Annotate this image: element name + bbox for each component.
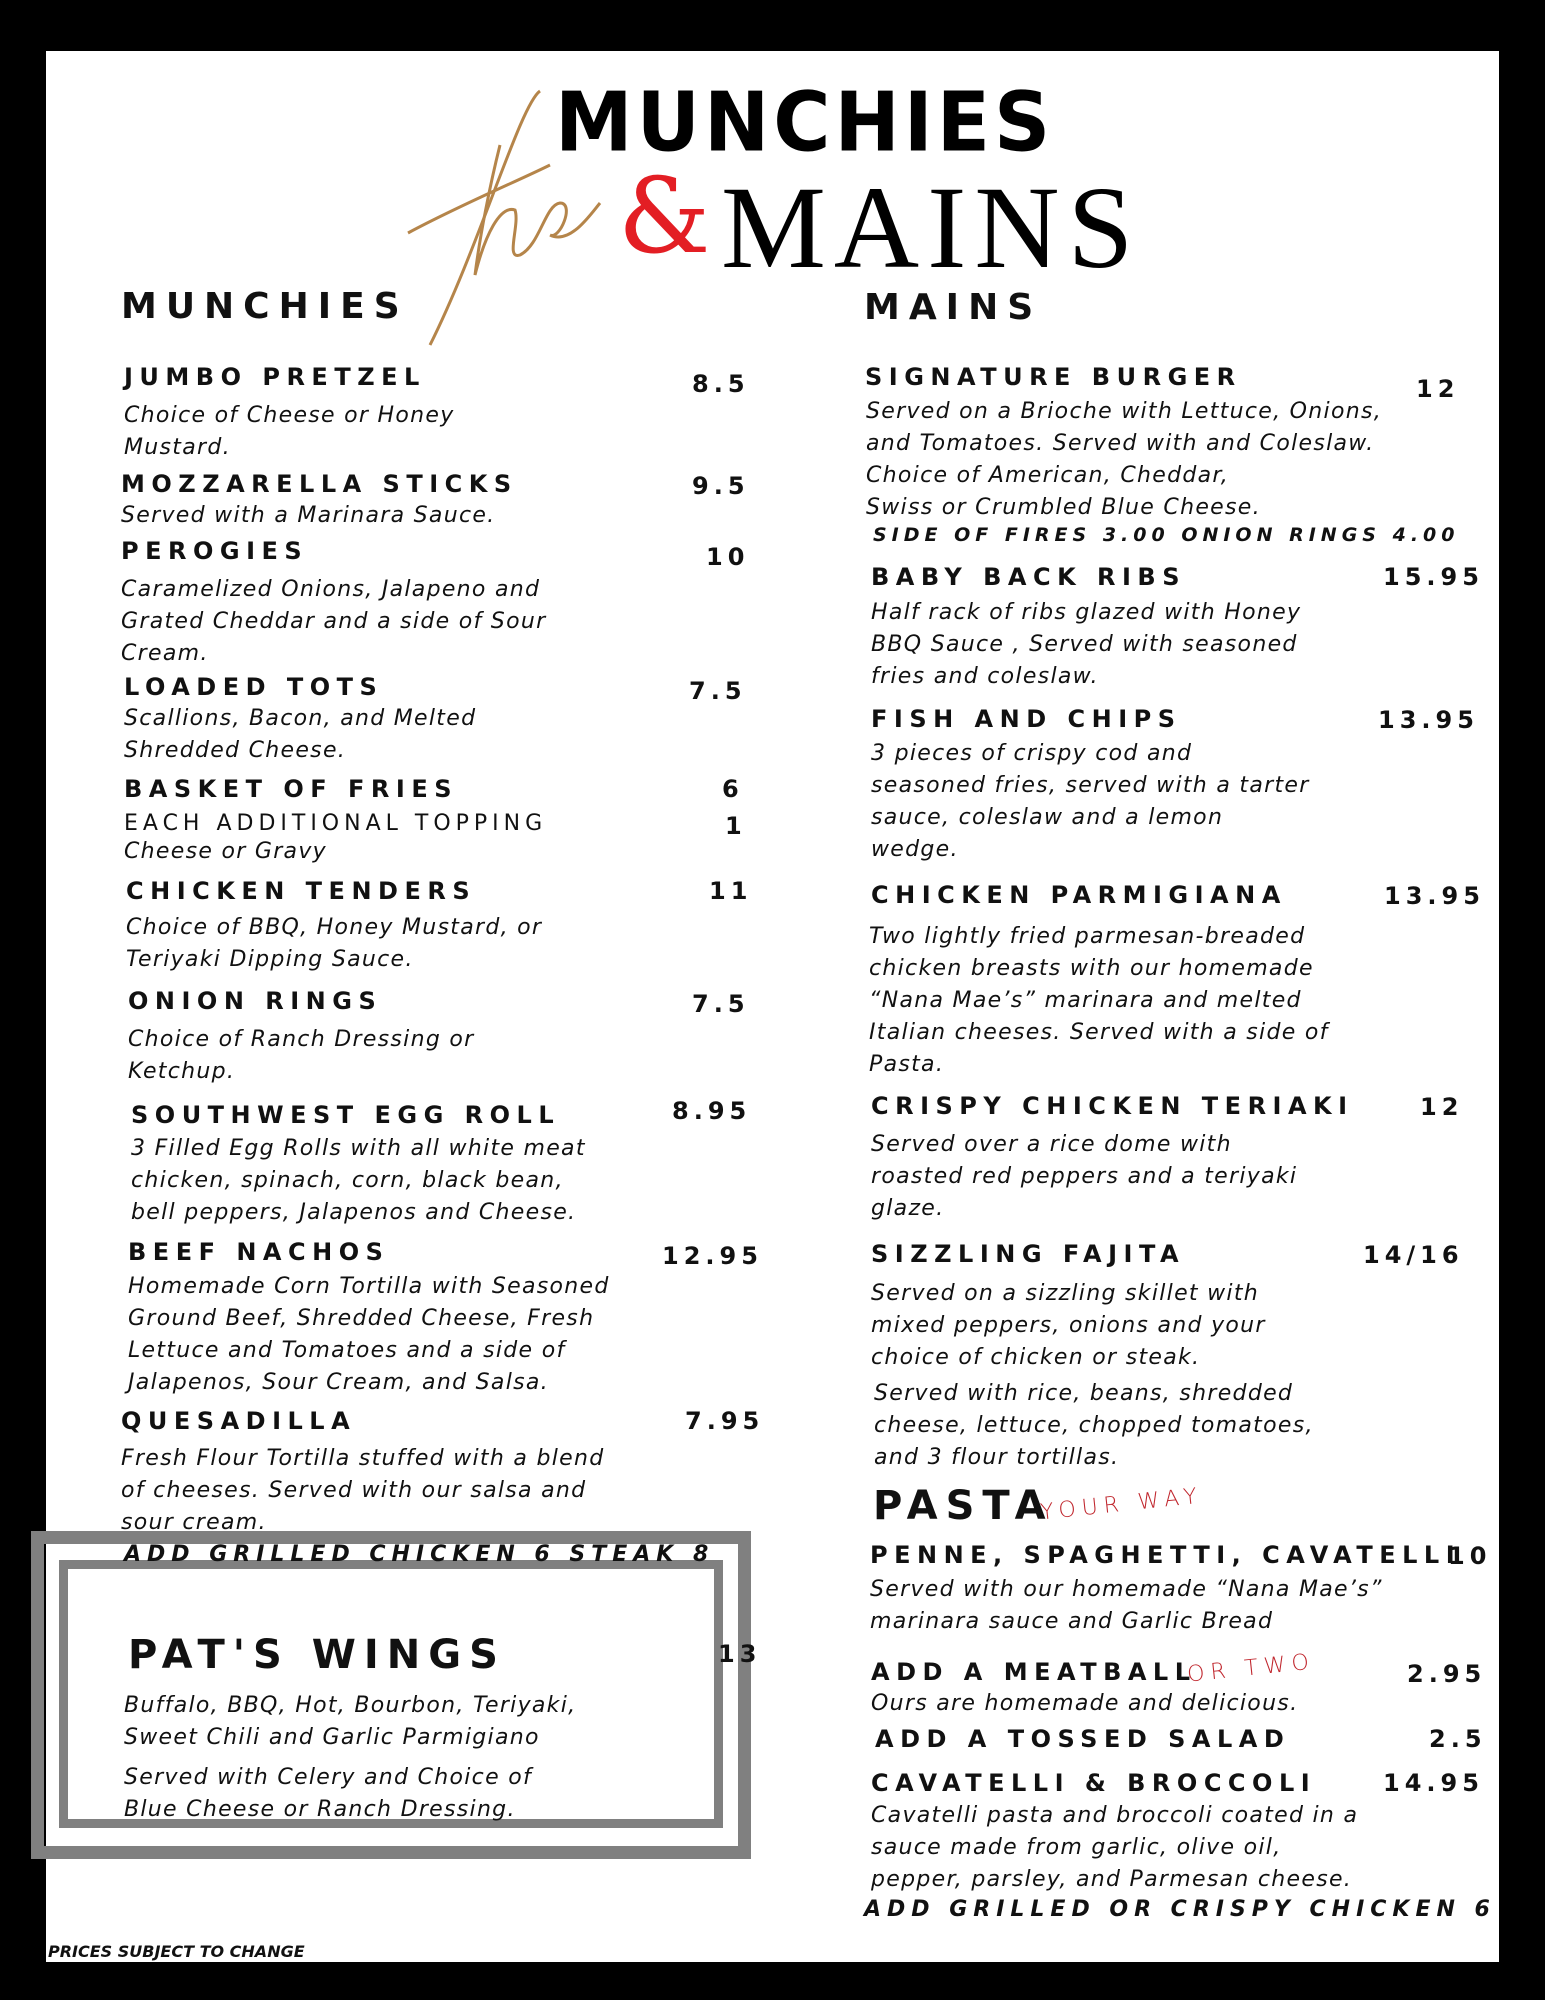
menu-item-price: 2.5 bbox=[1429, 1725, 1487, 1753]
item-description: choice of chicken or steak. bbox=[871, 1345, 1201, 1370]
item-description: Mustard. bbox=[124, 435, 231, 460]
munchies-heading: MUNCHIES bbox=[121, 286, 409, 327]
menu-item-price: 14/16 bbox=[1363, 1241, 1464, 1269]
menu-item-name: FISH AND CHIPS bbox=[871, 705, 1182, 733]
item-description: chicken, spinach, corn, black bean, bbox=[131, 1168, 564, 1193]
item-description: seasoned fries, served with a tarter bbox=[871, 773, 1310, 798]
item-description: Ketchup. bbox=[128, 1059, 236, 1084]
menu-item-price: 15.95 bbox=[1383, 563, 1484, 591]
wings-flavors: Sweet Chili and Garlic Parmigiano bbox=[124, 1725, 540, 1750]
item-description: Half rack of ribs glazed with Honey bbox=[871, 600, 1302, 625]
menu-item-price: 13.95 bbox=[1378, 706, 1479, 734]
item-description: sauce, coleslaw and a lemon bbox=[871, 805, 1224, 830]
munchies-addon-note: ADD GRILLED CHICKEN 6 STEAK 8 bbox=[124, 1542, 715, 1567]
meatball-tagline: OR TWO bbox=[1186, 1649, 1317, 1688]
item-description: marinara sauce and Garlic Bread bbox=[870, 1609, 1274, 1634]
menu-item-name: BASKET OF FRIES bbox=[124, 775, 459, 803]
item-description: Served with our homemade “Nana Mae’s” bbox=[870, 1577, 1383, 1602]
wings-price: 13 bbox=[718, 1640, 762, 1668]
item-description: Choice of BBQ, Honey Mustard, or bbox=[126, 915, 543, 940]
menu-item-price: 11 bbox=[709, 877, 753, 905]
item-description: Cheese or Gravy bbox=[124, 839, 327, 864]
extra-topping-label: EACH ADDITIONAL TOPPING bbox=[124, 811, 548, 836]
item-description: Shredded Cheese. bbox=[124, 738, 347, 763]
menu-item-price: 14.95 bbox=[1383, 1769, 1484, 1797]
menu-item-name: SOUTHWEST EGG ROLL bbox=[131, 1101, 561, 1129]
item-description: Fresh Flour Tortilla stuffed with a blend bbox=[121, 1446, 605, 1471]
pasta-addon-note: ADD GRILLED OR CRISPY CHICKEN 6 bbox=[864, 1897, 1496, 1922]
item-description: Served on a sizzling skillet with bbox=[871, 1281, 1259, 1306]
menu-item-name: LOADED TOTS bbox=[124, 673, 384, 701]
menu-item-name: SIZZLING FAJITA bbox=[871, 1240, 1186, 1268]
wings-name: PAT'S WINGS bbox=[128, 1632, 506, 1678]
menu-item-price: 12 bbox=[1420, 1093, 1464, 1121]
wings-served: Served with Celery and Choice of bbox=[124, 1765, 533, 1790]
item-description: 3 pieces of crispy cod and bbox=[871, 741, 1193, 766]
item-description: Swiss or Crumbled Blue Cheese. bbox=[866, 495, 1261, 520]
menu-item-name: BABY BACK RIBS bbox=[871, 563, 1187, 591]
item-description: Served on a Brioche with Lettuce, Onions, bbox=[866, 399, 1383, 424]
item-description: BBQ Sauce , Served with seasoned bbox=[871, 632, 1298, 657]
item-description: Served with rice, beans, shredded bbox=[874, 1381, 1294, 1406]
item-description: glaze. bbox=[871, 1196, 945, 1221]
menu-item-name: CHICKEN TENDERS bbox=[126, 877, 477, 905]
item-description: Scallions, Bacon, and Melted bbox=[124, 706, 477, 731]
menu-item-name: MOZZARELLA STICKS bbox=[121, 470, 518, 498]
prices-note: PRICES SUBJECT TO CHANGE bbox=[48, 1942, 305, 1961]
menu-item-price: 7.5 bbox=[692, 990, 750, 1018]
menu-item-name: ADD A MEATBALL bbox=[871, 1658, 1197, 1686]
item-description: Ground Beef, Shredded Cheese, Fresh bbox=[128, 1306, 595, 1331]
menu-item-name: CRISPY CHICKEN TERIAKI bbox=[871, 1092, 1354, 1120]
menu-item-price: 12 bbox=[1416, 375, 1460, 403]
item-description: 3 Filled Egg Rolls with all white meat bbox=[131, 1136, 586, 1161]
item-description: mixed peppers, onions and your bbox=[871, 1313, 1266, 1338]
item-description: Italian cheeses. Served with a side of bbox=[869, 1020, 1329, 1045]
item-description: Grated Cheddar and a side of Sour bbox=[121, 609, 547, 634]
item-description: Pasta. bbox=[869, 1052, 945, 1077]
item-description: Served over a rice dome with bbox=[871, 1132, 1232, 1157]
item-description: Choice of American, Cheddar, bbox=[866, 463, 1230, 488]
menu-item-name: BEEF NACHOS bbox=[128, 1238, 390, 1266]
menu-item-name: CAVATELLI & BROCCOLI bbox=[871, 1769, 1317, 1797]
menu-item-name: CHICKEN PARMIGIANA bbox=[871, 881, 1287, 909]
menu-item-price: 7.5 bbox=[689, 677, 747, 705]
wings-served: Blue Cheese or Ranch Dressing. bbox=[124, 1797, 516, 1822]
menu-item-name: PENNE, SPAGHETTI, CAVATELLI bbox=[870, 1541, 1462, 1569]
item-description: Lettuce and Tomatoes and a side of bbox=[128, 1338, 566, 1363]
menu-item-price: 9.5 bbox=[692, 472, 750, 500]
pasta-heading: PASTA bbox=[873, 1483, 1054, 1529]
logo-mains: MAINS bbox=[721, 162, 1142, 293]
item-description: cheese, lettuce, chopped tomatoes, bbox=[874, 1413, 1314, 1438]
item-description: wedge. bbox=[871, 837, 959, 862]
item-description: Caramelized Onions, Jalapeno and bbox=[121, 577, 541, 602]
menu-item-price: 8.5 bbox=[692, 370, 750, 398]
menu-item-price: 10 bbox=[1448, 1542, 1492, 1570]
menu-item-price: 12.95 bbox=[662, 1242, 763, 1270]
menu-item-name: JUMBO PRETZEL bbox=[124, 363, 426, 391]
item-description: Served with a Marinara Sauce. bbox=[121, 503, 496, 528]
menu-item-name: ONION RINGS bbox=[128, 987, 383, 1015]
wings-flavors: Buffalo, BBQ, Hot, Bourbon, Teriyaki, bbox=[124, 1693, 577, 1718]
menu-item-price: 6 bbox=[722, 775, 744, 803]
item-description: and Tomatoes. Served with and Coleslaw. bbox=[866, 431, 1375, 456]
item-description: Choice of Cheese or Honey bbox=[124, 403, 455, 428]
item-description: bell peppers, Jalapenos and Cheese. bbox=[131, 1200, 577, 1225]
item-description: fries and coleslaw. bbox=[871, 664, 1099, 689]
menu-item-name: ADD A TOSSED SALAD bbox=[875, 1725, 1291, 1753]
mains-heading: MAINS bbox=[864, 287, 1043, 328]
item-description: sour cream. bbox=[121, 1510, 267, 1535]
item-description: Two lightly fried parmesan-breaded bbox=[869, 924, 1306, 949]
menu-item-price: 7.95 bbox=[685, 1407, 765, 1435]
item-description: Cream. bbox=[121, 641, 209, 666]
burger-sides-note: SIDE OF FIRES 3.00 ONION RINGS 4.00 bbox=[873, 524, 1460, 546]
logo-munchies: MUNCHIES bbox=[555, 75, 1055, 171]
item-description: chicken breasts with our homemade bbox=[869, 956, 1314, 981]
menu-item-name: PEROGIES bbox=[121, 537, 309, 565]
extra-topping-price: 1 bbox=[725, 812, 747, 840]
menu-item-price: 8.95 bbox=[672, 1097, 752, 1125]
item-description: of cheeses. Served with our salsa and bbox=[121, 1478, 587, 1503]
item-description: Teriyaki Dipping Sauce. bbox=[126, 947, 414, 972]
menu-item-price: 13.95 bbox=[1384, 882, 1485, 910]
item-description: Ours are homemade and delicious. bbox=[871, 1691, 1299, 1716]
item-description: pepper, parsley, and Parmesan cheese. bbox=[871, 1867, 1353, 1892]
menu-item-price: 2.95 bbox=[1407, 1660, 1487, 1688]
item-description: Jalapenos, Sour Cream, and Salsa. bbox=[128, 1370, 549, 1395]
item-description: sauce made from garlic, olive oil, bbox=[871, 1835, 1282, 1860]
pasta-tagline: YOUR WAY bbox=[1039, 1483, 1205, 1526]
menu-item-name: QUESADILLA bbox=[121, 1407, 357, 1435]
item-description: roasted red peppers and a teriyaki bbox=[871, 1164, 1298, 1189]
menu-item-price: 10 bbox=[706, 543, 750, 571]
menu-item-name: SIGNATURE BURGER bbox=[865, 363, 1242, 391]
item-description: and 3 flour tortillas. bbox=[874, 1445, 1120, 1470]
logo-ampersand: & bbox=[618, 155, 711, 277]
item-description: “Nana Mae’s” marinara and melted bbox=[869, 988, 1302, 1013]
item-description: Cavatelli pasta and broccoli coated in a bbox=[871, 1803, 1359, 1828]
item-description: Choice of Ranch Dressing or bbox=[128, 1027, 475, 1052]
item-description: Homemade Corn Tortilla with Seasoned bbox=[128, 1274, 610, 1299]
